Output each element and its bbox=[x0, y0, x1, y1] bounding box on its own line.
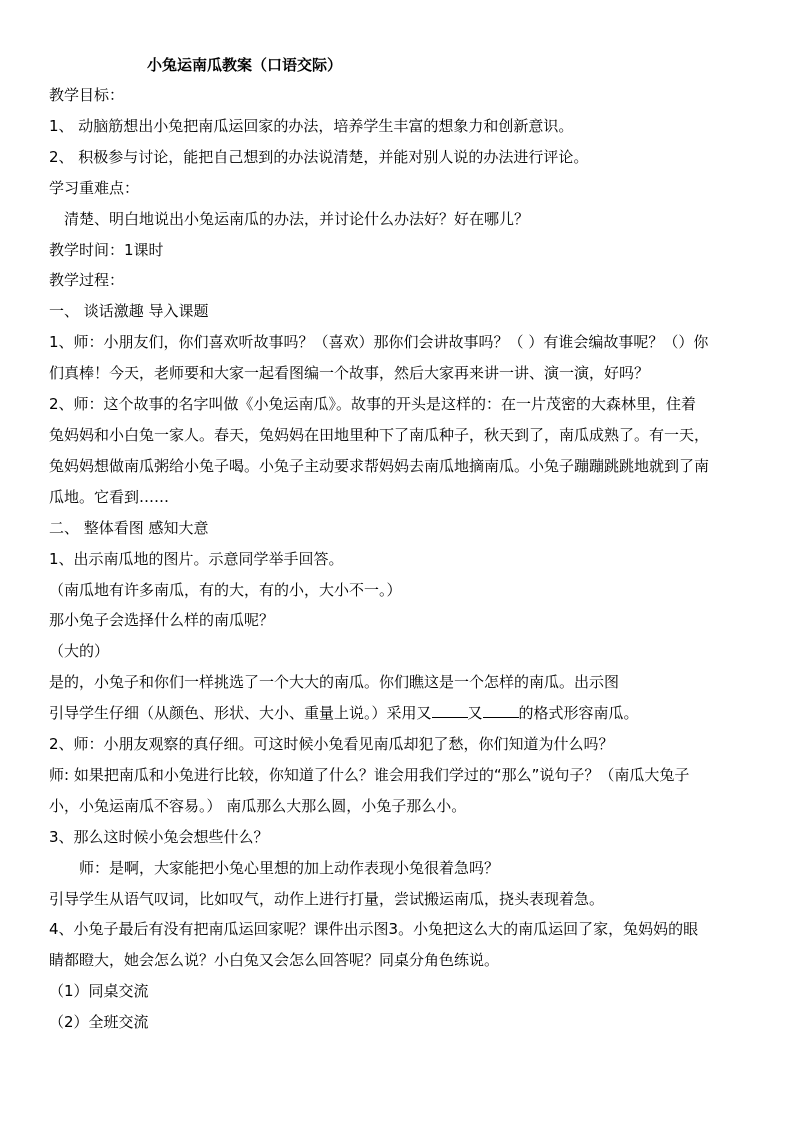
goals-heading: 教学目标： bbox=[49, 86, 125, 104]
key-points-heading: 学习重难点： bbox=[49, 178, 140, 197]
text-fragment: 又 bbox=[467, 704, 483, 723]
paragraph-line: 瓜地。它看到…… bbox=[49, 487, 170, 506]
paragraph-line: 师：是啊，大家能把小兔心里想的加上动作表现小兔很着急吗？ bbox=[79, 858, 500, 877]
paragraph-line: 睛都瞪大，她会怎么说？小白兔又会怎么回答呢？同桌分角色练说。 bbox=[49, 951, 500, 970]
paragraph-line: 兔妈妈和小白兔一家人。春天，兔妈妈在田地里种下了南瓜种子，秋天到了，南瓜成熟了。有一天， bbox=[49, 425, 710, 444]
list-item: （2）全班交流 bbox=[49, 1013, 149, 1032]
document-page bbox=[49, 50, 754, 1038]
paragraph-line: 1、师：小朋友们，你们喜欢听故事吗？（喜欢）那你们会讲故事吗？（ ）有谁会编故事呢？（）你 bbox=[49, 333, 709, 352]
paragraph-line: （南瓜地有许多南瓜，有的大，有的小，大小不一。） bbox=[49, 580, 402, 599]
teaching-time: 教学时间：1课时 bbox=[49, 240, 164, 259]
paragraph-line: 4、小兔子最后有没有把南瓜运回家呢？课件出示图3。小兔把这么大的南瓜运回了家，兔妈妈的眼 bbox=[49, 920, 699, 939]
fill-blank bbox=[483, 703, 519, 718]
paragraph-line: 3、那么这时候小兔会想些什么？ bbox=[49, 827, 269, 846]
goal-item: 1、 动脑筋想出小兔把南瓜运回家的办法，培养学生丰富的想象力和创新意识。 bbox=[49, 116, 574, 135]
paragraph-line: 2、师：这个故事的名字叫做《小兔运南瓜》。故事的开头是这样的：在一片茂密的大森林里，住着 bbox=[49, 395, 697, 414]
text-fragment: 的格式形容南瓜。 bbox=[518, 704, 639, 723]
section-heading: 一、 谈话激趣 导入课题 bbox=[49, 302, 209, 321]
document-title: 小兔运南瓜教案（口语交际） bbox=[147, 56, 343, 74]
paragraph-line: 小，小兔运南瓜不容易。） 南瓜那么大那么圆，小兔子那么小。 bbox=[49, 796, 467, 815]
paragraph-line: 们真棒！今天，老师要和大家一起看图编一个故事，然后大家再来讲一讲、演一演，好吗？ bbox=[49, 364, 650, 383]
fill-blank bbox=[432, 703, 468, 718]
key-points-text: 清楚、明白地说出小兔运南瓜的办法，并讨论什么办法好？好在哪儿？ bbox=[64, 209, 530, 228]
paragraph-line: （大的） bbox=[49, 642, 110, 661]
paragraph-line: 引导学生从语气叹词，比如叹气，动作上进行打量，尝试搬运南瓜，挠头表现着急。 bbox=[49, 889, 605, 908]
paragraph-line: 兔妈妈想做南瓜粥给小兔子喝。小兔子主动要求帮妈妈去南瓜地摘南瓜。小兔子蹦蹦跳跳地就到了南 bbox=[49, 456, 710, 475]
process-heading: 教学过程： bbox=[49, 271, 125, 290]
list-item: （1）同桌交流 bbox=[49, 982, 149, 1001]
paragraph-line: 1、出示南瓜地的图片。示意同学举手回答。 bbox=[49, 549, 344, 568]
goal-item: 2、 积极参与讨论，能把自己想到的办法说清楚，并能对别人说的办法进行评论。 bbox=[49, 147, 589, 166]
text-fragment: 引导学生仔细（从颜色、形状、大小、重量上说。）采用又 bbox=[49, 704, 432, 723]
paragraph-line: 师: 如果把南瓜和小兔进行比较，你知道了什么？谁会用我们学过的“那么”说句子？（南瓜大兔子 bbox=[49, 765, 690, 784]
paragraph-line: 是的，小兔子和你们一样挑选了一个大大的南瓜。你们瞧这是一个怎样的南瓜。出示图 bbox=[49, 673, 620, 692]
paragraph-line: 2、师：小朋友观察的真仔细。可这时候小兔看见南瓜却犯了愁，你们知道为什么吗？ bbox=[49, 735, 614, 754]
paragraph-line bbox=[49, 698, 754, 729]
section-heading: 二、 整体看图 感知大意 bbox=[49, 518, 209, 537]
paragraph-line: 那小兔子会选择什么样的南瓜呢？ bbox=[49, 611, 275, 630]
